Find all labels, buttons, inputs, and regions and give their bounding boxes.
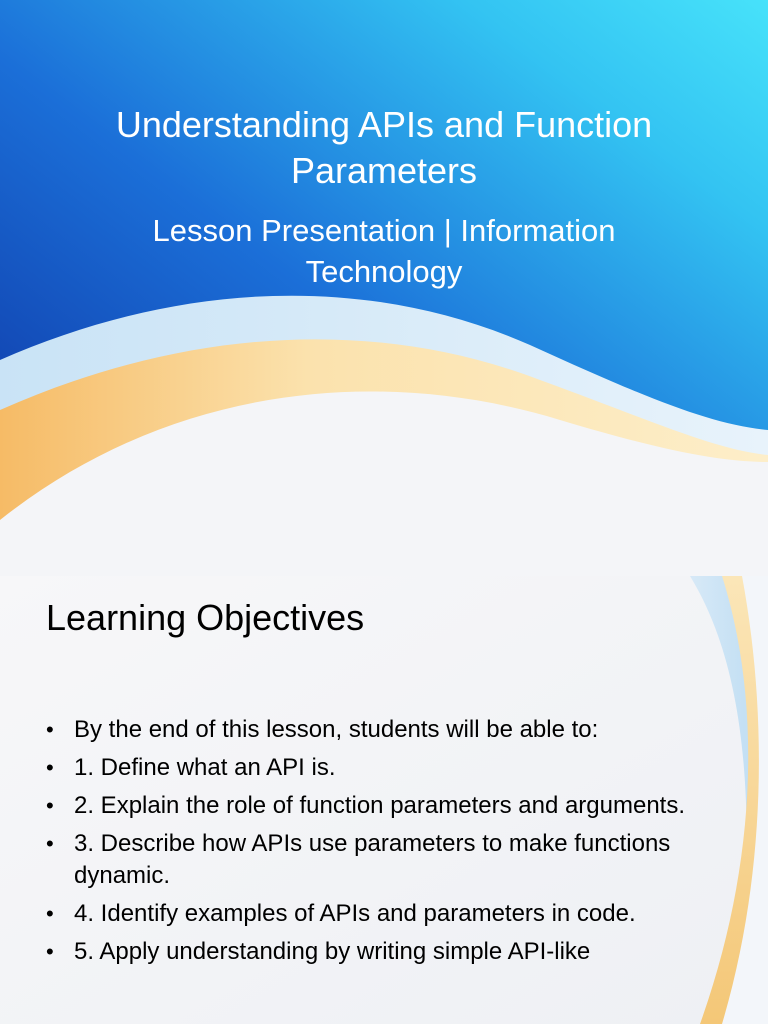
bullet-icon: • <box>46 901 54 926</box>
bullet-text: 4. Identify examples of APIs and parameters in code. <box>74 900 636 927</box>
objectives-list <box>46 714 686 974</box>
bullet-text: 5. Apply understanding by writing simple API-like <box>74 938 591 965</box>
list-item <box>46 752 686 784</box>
presentation-subtitle: Lesson Presentation | Information Technology <box>152 213 616 289</box>
slide-heading: Learning Objectives <box>46 597 365 638</box>
bullet-icon: • <box>46 831 54 856</box>
bullet-icon: • <box>46 717 54 742</box>
list-item <box>46 714 686 746</box>
bullet-text: 3. Describe how APIs use parameters to make functions dynamic. <box>74 830 671 889</box>
bullet-text: By the end of this lesson, students will be able to: <box>74 716 599 743</box>
bullet-icon: • <box>46 793 54 818</box>
bullet-icon: • <box>46 939 54 964</box>
list-item <box>46 790 686 822</box>
list-item <box>46 898 686 930</box>
list-item <box>46 828 686 892</box>
bullet-text: 1. Define what an API is. <box>74 754 336 781</box>
presentation-title: Understanding APIs and Function Parameters <box>115 104 653 191</box>
bullet-text: 2. Explain the role of function parameters and arguments. <box>74 792 686 819</box>
list-item <box>46 936 686 968</box>
objectives-slide <box>0 576 768 1024</box>
bullet-icon: • <box>46 755 54 780</box>
